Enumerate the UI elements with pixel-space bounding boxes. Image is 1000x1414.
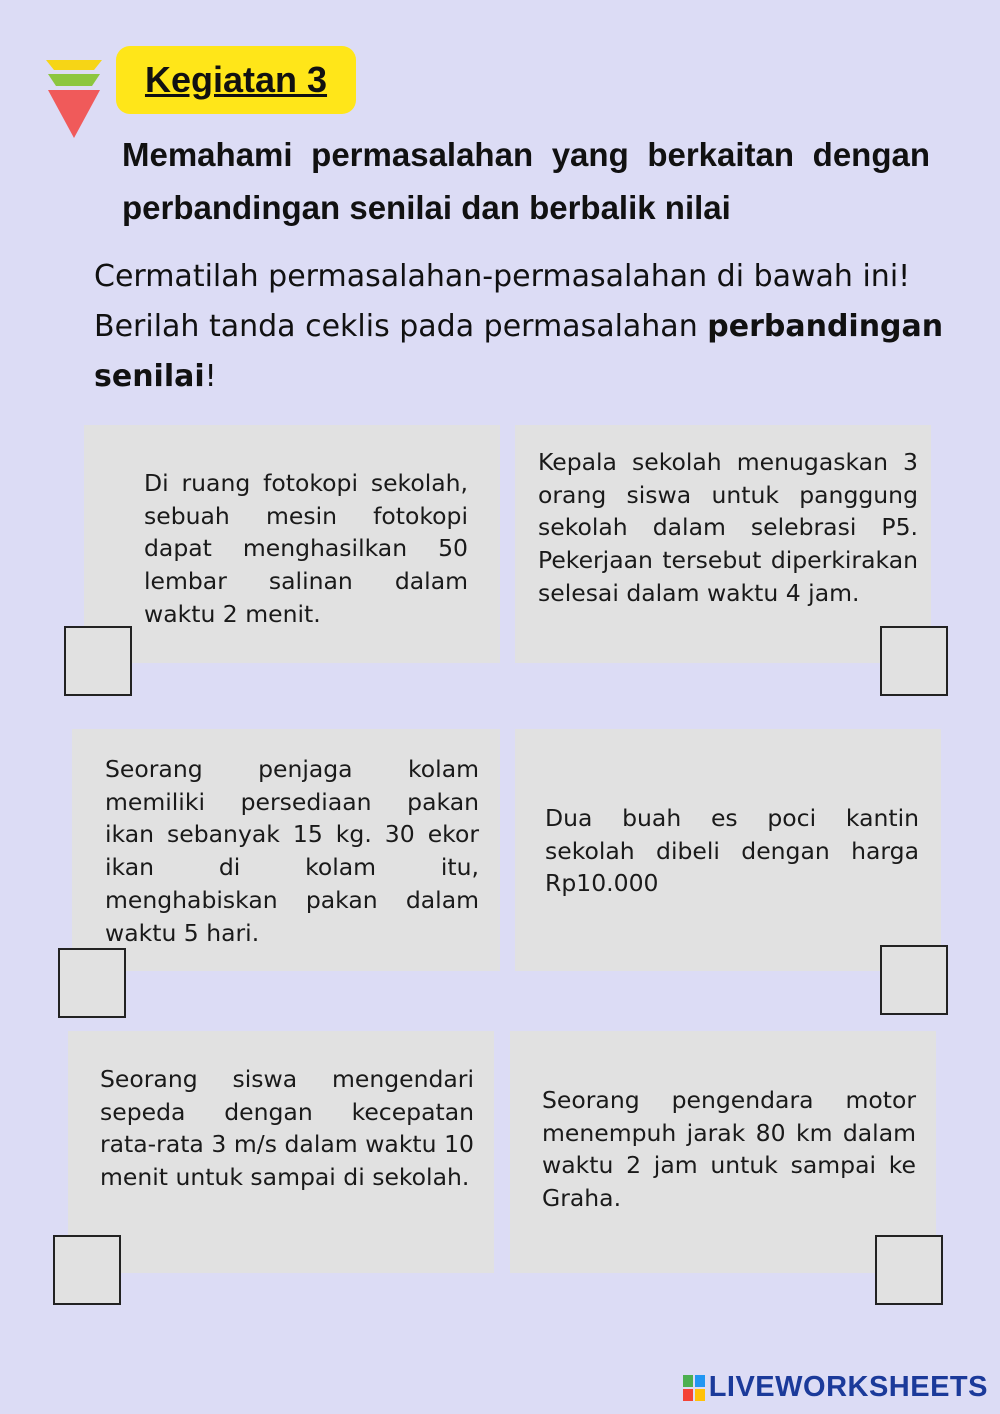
problem-text: Seorang pengendara motor menempuh jarak 80 km dalam waktu 2 jam untuk sampai ke Graha. — [542, 1086, 916, 1213]
problem-card — [84, 425, 500, 663]
instruction-end: ! — [204, 359, 217, 394]
activity-badge — [116, 46, 356, 114]
checkbox-problem-1[interactable] — [64, 626, 132, 696]
liveworksheets-logo-icon — [683, 1375, 705, 1401]
checkbox-problem-4[interactable] — [880, 945, 948, 1015]
instruction-line-2: Berilah tanda ceklis pada permasalahan — [94, 309, 708, 344]
problem-text: Seorang penjaga kolam memiliki persediaan pakan ikan sebanyak 15 kg. 30 ekor ikan di kolam itu, menghabiskan pakan dalam waktu 5 hari. — [105, 755, 479, 947]
footer-brand — [683, 1371, 988, 1404]
problem-card — [68, 1031, 494, 1273]
checkbox-problem-5[interactable] — [53, 1235, 121, 1305]
checkbox-problem-3[interactable] — [58, 948, 126, 1018]
problem-text: Di ruang fotokopi sekolah, sebuah mesin fotokopi dapat menghasilkan 50 lembar salinan dalam waktu 2 menit. — [144, 469, 468, 628]
problem-text: Dua buah es poci kantin sekolah dibeli dengan harga Rp10.000 — [545, 804, 919, 898]
activity-title: Kegiatan 3 — [144, 59, 328, 100]
layered-triangle-icon — [44, 56, 104, 142]
brand-name: LIVEWORKSHEETS — [708, 1371, 988, 1403]
problem-card — [72, 729, 500, 971]
checkbox-problem-2[interactable] — [880, 626, 948, 696]
problem-text: Kepala sekolah menugaskan 3 orang siswa untuk panggung sekolah dalam selebrasi P5. Pekerjaan tersebut diperkirakan selesai dalam waktu 4 jam. — [538, 448, 918, 607]
problem-card — [515, 729, 941, 971]
problem-text: Seorang siswa mengendari sepeda dengan kecepatan rata-rata 3 m/s dalam waktu 10 menit untuk sampai di sekolah. — [100, 1065, 474, 1192]
instruction-emphasis: perbandingan senilai — [94, 309, 944, 394]
activity-subtitle: Memahami permasalahan yang berkaitan dengan perbandingan senilai dan berbalik nilai — [122, 136, 930, 226]
instructions — [94, 252, 954, 402]
problem-card — [515, 425, 931, 663]
problem-card — [510, 1031, 936, 1273]
checkbox-problem-6[interactable] — [875, 1235, 943, 1305]
instruction-line-1: Cermatilah permasalahan-permasalahan di bawah ini! — [94, 259, 911, 294]
